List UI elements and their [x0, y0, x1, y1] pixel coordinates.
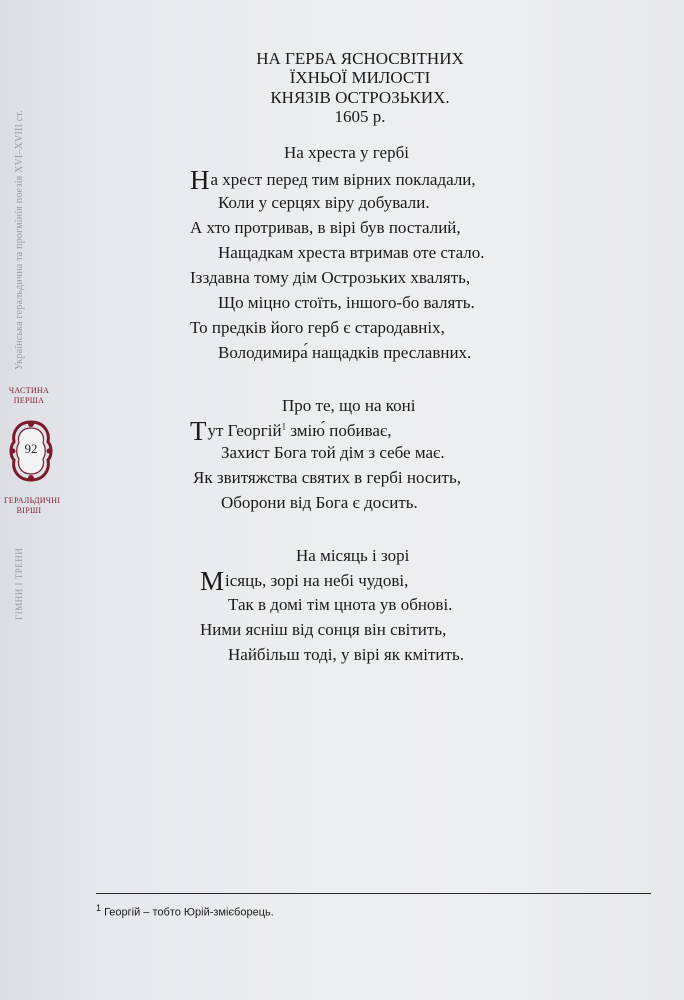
part-label-line2: ПЕРША [13, 396, 45, 405]
footnote [96, 903, 274, 919]
poem-heading: Про те, що на коні [282, 396, 416, 415]
poem-line-text: ісяць, зорі на небі чудові, [225, 571, 409, 590]
dropcap: Н [190, 165, 210, 195]
footnote-text: Георгій – тобто Юрій-змієборець. [104, 906, 274, 919]
title-line-2: ЇХНЬОЇ МИЛОСТІ [289, 68, 431, 87]
poem-line: Ізздавна тому дім Острозьких хвалять, [190, 268, 471, 287]
poem-line: Найбільш тоді, у вірі як кмітить. [228, 645, 464, 664]
section-label-line1: ГЕРАЛЬДИЧНІ [4, 496, 61, 505]
poem-line: Захист Бога той дім з себе має. [221, 443, 445, 462]
dropcap: М [200, 566, 225, 596]
section-label-line2: ВІРШІ [16, 506, 42, 515]
footnote-marker: 1 [96, 903, 102, 913]
poem-line: Так в домі тім цнота ув обнові. [228, 595, 453, 614]
poem-heading: На місяць і зорі [296, 546, 410, 565]
footnote-ref[interactable]: 1 [281, 421, 287, 432]
poem-line: Як звитяжства святих в гербі носить, [193, 468, 461, 487]
title-line-3: КНЯЗІВ ОСТРОЗЬКИХ. [270, 88, 450, 107]
poem-line [200, 566, 409, 596]
footnote-divider [96, 893, 651, 894]
dropcap: Т [190, 416, 207, 446]
part-label-line1: ЧАСТИНА [8, 386, 50, 395]
poem-line: Оборони від Бога є досить. [221, 493, 418, 512]
series-title-vertical: ГІМНИ І ТРЕНИ [14, 547, 24, 620]
part-label [4, 386, 54, 406]
poem-line: А хто протривав, в вірі був посталий, [190, 218, 461, 237]
poem-line: Коли у серцях віру добували. [218, 193, 430, 212]
poem-line: Володимира́ нащадків преславних. [218, 343, 472, 362]
poem-line-text: а хрест перед тим вірних покладали, [210, 170, 476, 189]
page-number: 92 [24, 441, 38, 456]
poem-line-text: ут Георгій [207, 421, 282, 440]
book-title-vertical: Українська геральдична та прогмінія поезія XVI–XVIII ст. [14, 110, 25, 370]
poem-line [190, 416, 392, 446]
title-line-1: НА ГЕРБА ЯСНОСВІТНИХ [256, 49, 464, 68]
poem-line: Нащадкам хреста втримав оте стало. [218, 243, 485, 262]
poem-line: Що міцно стоїть, іншого-бо валять. [218, 293, 475, 312]
section-label [4, 496, 61, 516]
poem-line [190, 165, 476, 195]
poem-heading: На хреста у гербі [284, 143, 409, 162]
title-year: 1605 р. [334, 107, 386, 126]
poem-line: Ними ясніш від сонця він світить, [200, 620, 447, 639]
poem-line-text: змію́ побиває, [286, 421, 392, 440]
poem-line: То предків його герб є стародавніх, [190, 318, 445, 337]
